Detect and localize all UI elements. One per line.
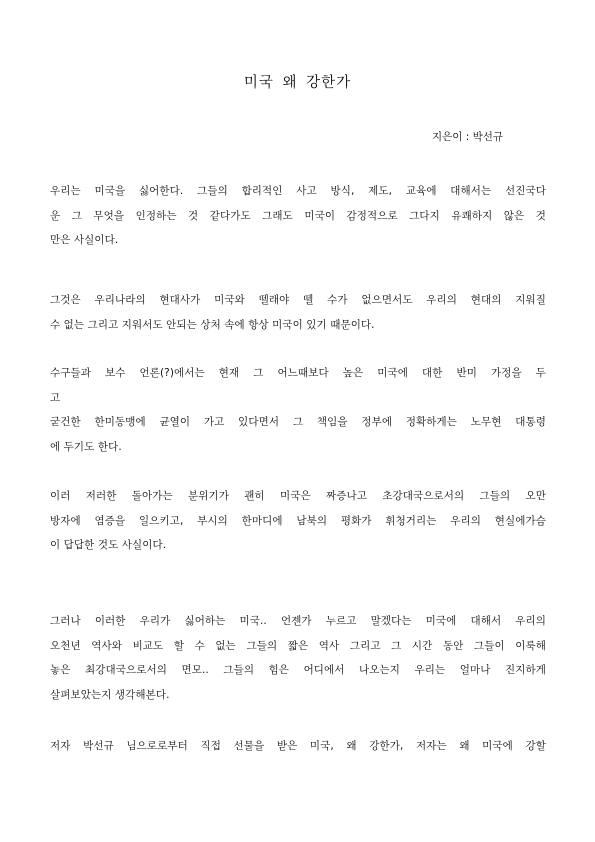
text-line: 굳건한 한미동맹에 균열이 가고 있다면서 그 책임을 정부에 정확하게는 노무현 대통령 [50, 416, 546, 428]
text-line: 살펴보았는지 생각해본다. [50, 688, 170, 701]
text-line: 우리는 미국을 싫어한다. 그들의 합리적인 사고 방식, 제도, 교육에 대해서는 선진국다 [50, 185, 546, 197]
paragraph-2 [50, 288, 546, 337]
text-line: 오천년 역사와 비교도 할 수 없는 그들의 짧은 역사 그리고 그 시간 동안 그들이 이룩해 [50, 639, 546, 652]
author-line: 지은이 : 박선규 [432, 131, 504, 143]
text-line: 에 두기도 한다. [50, 440, 122, 453]
text-line: 고 [50, 391, 61, 404]
document-title: 미국 왜 강한가 [243, 75, 352, 91]
text-line: 그것은 우리나라의 현대사가 미국와 뗄래야 뗄 수가 없으면서도 우리의 현대의 지워질 [50, 294, 546, 306]
paragraph-3 [50, 361, 546, 459]
text-line: 이러 저러한 돌아가는 분위기가 괜히 미국은 짜증나고 초강대국으로서의 그들의 오만 [50, 490, 546, 502]
text-line: 만은 사실이다. [50, 234, 119, 246]
text-line: 그러나 이러한 우리가 싫어하는 미국.. 언젠가 누르고 말겠다는 미국에 대해서 우리의 [50, 615, 546, 627]
paragraph-6 [50, 734, 546, 759]
text-line: 방자에 염증을 일으키고, 부시의 한마디에 남북의 평화가 휘청거리는 우리의 현실에가슴 [50, 514, 546, 527]
paragraph-1 [50, 179, 546, 253]
text-line: 저자 박선규 님으로로부터 직접 선물을 받은 미국, 왜 강한가, 저자는 왜 미국에 강할 [50, 740, 546, 752]
text-line: 이 답답한 것도 사실이다. [50, 539, 167, 551]
text-line: 수 없는 그리고 지워서도 안되는 상처 속에 항상 미국이 있기 때문이다. [50, 318, 375, 331]
text-line: 수구들과 보수 언론(?)에서는 현재 그 어느때보다 높은 미국에 대한 반미 가정을 두 [50, 367, 546, 379]
paragraph-4 [50, 484, 546, 558]
paragraph-5 [50, 609, 546, 707]
text-line: 놓은 최강대국으로서의 면모.. 그들의 힘은 어디에서 나오는지 우리는 얼마나 진지하게 [50, 664, 546, 676]
text-line: 운 그 무엇을 인정하는 것 같다가도 그래도 미국이 감정적으로 그다지 유쾌하지 않은 것 [50, 209, 546, 222]
